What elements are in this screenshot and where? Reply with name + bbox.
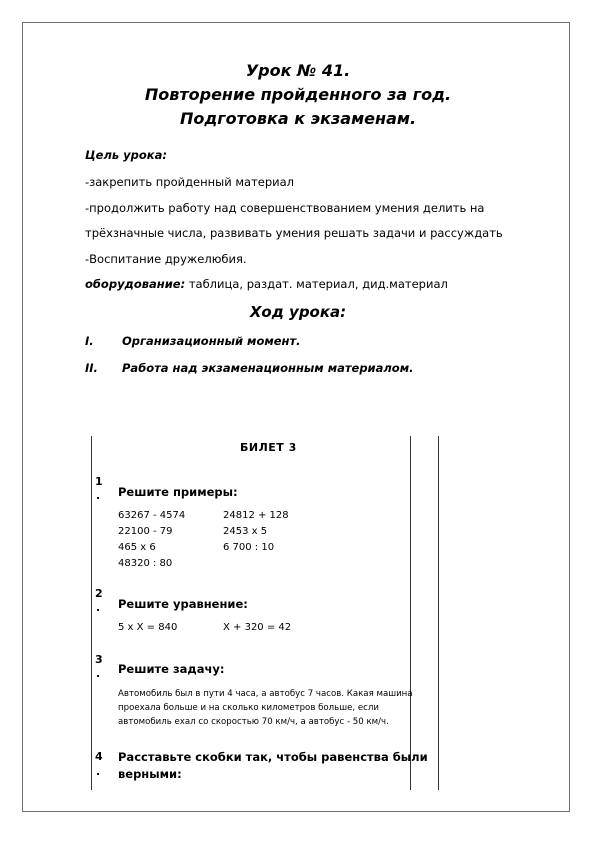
problem-text: автомобиль ехал со скоростью 70 км/ч, а автобус - 50 км/ч.	[118, 717, 389, 727]
equipment-line	[85, 277, 448, 291]
task-number-dot: .	[96, 601, 101, 614]
table-border-mid	[410, 436, 411, 790]
lesson-subtopic: Подготовка к экзаменам.	[179, 109, 417, 128]
example-item: 2453 х 5	[223, 526, 268, 537]
task-number-dot: .	[96, 765, 101, 778]
task-title: Решите задачу:	[118, 662, 225, 676]
lesson-number: Урок № 41.	[245, 61, 351, 80]
task-number: 2	[95, 587, 103, 600]
example-item: 465 х 6	[118, 542, 156, 553]
task-number: 3	[95, 653, 103, 666]
goal-item: -закрепить пройденный материал	[85, 175, 295, 189]
task-number: 1	[95, 475, 103, 488]
goal-item: трёхзначные числа, развивать умения решать задачи и рассуждать	[85, 226, 503, 240]
goal-item: -продолжить работу над совершенствованием умения делить на	[85, 201, 485, 215]
problem-text: Автомобиль был в пути 4 часа, а автобус 7 часов. Какая машина	[118, 689, 413, 699]
task-title: Расставьте скобки так, чтобы равенства были	[118, 750, 428, 764]
course-title: Ход урока:	[249, 303, 347, 321]
task-title: Решите уравнение:	[118, 597, 248, 611]
equipment-label: оборудование:	[85, 277, 186, 291]
task-title: верными:	[118, 767, 182, 781]
course-item-number: I.	[85, 334, 94, 348]
example-item: 48320 : 80	[118, 558, 173, 569]
table-border-right	[438, 436, 439, 790]
table-border-left	[91, 436, 92, 790]
equipment-text: таблица, раздат. материал, дид.материал	[185, 277, 448, 291]
course-item-text: Организационный момент.	[122, 334, 301, 348]
task-title: Решите примеры:	[118, 485, 238, 499]
course-item-number: II.	[85, 361, 98, 375]
ticket-title: БИЛЕТ 3	[240, 441, 297, 454]
goal-item: -Воспитание дружелюбия.	[85, 252, 247, 266]
course-item-text: Работа над экзаменационным материалом.	[122, 361, 414, 375]
equation-item: 5 х Х = 840	[118, 622, 178, 633]
task-number: 4	[95, 750, 103, 763]
task-number-dot: .	[96, 667, 101, 680]
equation-item: Х + 320 = 42	[223, 622, 292, 633]
goal-label: Цель урока:	[85, 148, 167, 162]
example-item: 22100 - 79	[118, 526, 173, 537]
example-item: 6 700 : 10	[223, 542, 275, 553]
problem-text: проехала больше и на сколько километров больше, если	[118, 703, 379, 713]
example-item: 24812 + 128	[223, 510, 289, 521]
task-number-dot: .	[96, 489, 101, 502]
lesson-topic: Повторение пройденного за год.	[144, 85, 452, 104]
example-item: 63267 - 4574	[118, 510, 186, 521]
